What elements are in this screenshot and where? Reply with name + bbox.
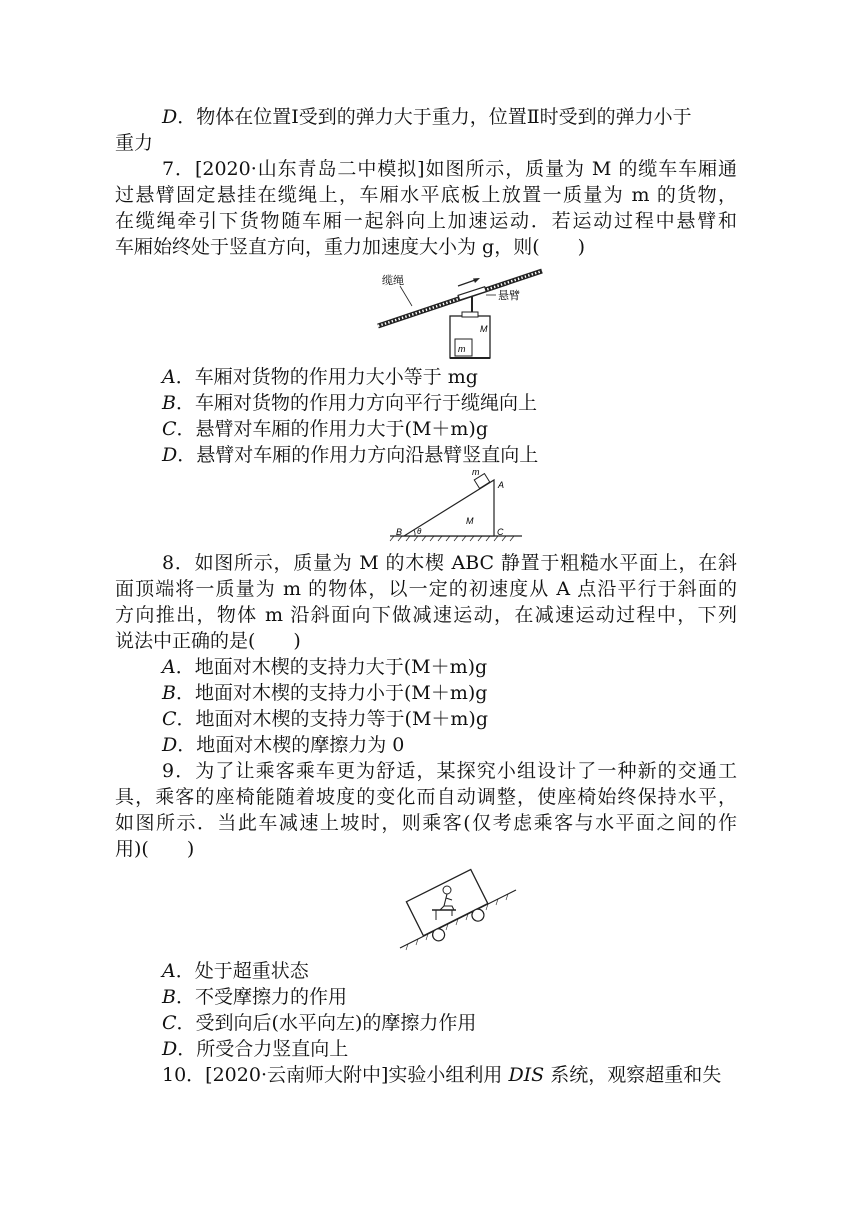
option-letter: D (162, 734, 178, 756)
q7-fig-label-m: m (458, 344, 466, 354)
option-text: ．地面对木楔的支持力小于(M＋m)g (175, 682, 488, 704)
q7-option-d (162, 442, 538, 468)
q9-vehicle-figure (392, 868, 522, 952)
q8-fig-label-C: C (497, 527, 504, 537)
q9-option-a (162, 958, 309, 984)
q8-stem-line-3: 方向推出，物体 m 沿斜面向下做减速运动，在减速运动过程中，下列 (115, 604, 737, 626)
q7-option-b (162, 390, 537, 416)
q8-option-b (162, 680, 487, 706)
q8-fig-label-m: m (472, 467, 480, 477)
q7-stem-line-3: 在缆绳牵引下货物随车厢一起斜向上加速运动．若运动过程中悬臂和 (115, 210, 737, 232)
q10-text-dis: DIS (508, 1064, 545, 1086)
q7-option-a (162, 364, 478, 390)
option-text: ．悬臂对车厢的作用力大于(M＋m)g (176, 418, 489, 440)
q7-fig-label-cable: 缆绳 (382, 275, 404, 287)
option-text: ．处于超重状态 (175, 960, 309, 982)
q8-wedge-figure (388, 466, 528, 542)
option-text: ．所受合力竖直向上 (177, 1038, 349, 1060)
option-letter: B (162, 682, 176, 704)
option-letter: C (162, 1012, 177, 1034)
option-text: ．物体在位置Ⅰ受到的弹力大于重力，位置Ⅱ时受到的弹力小于 (177, 106, 692, 128)
q7-stem-line-1: 7．[2020·山东青岛二中模拟]如图所示，质量为 M 的缆车车厢通 (162, 158, 737, 180)
q9-stem-line-2: 具，乘客的座椅能随着坡度的变化而自动调整，使座椅始终保持水平， (115, 786, 737, 808)
q10-text-pre: 10．[2020·云南师大附中]实验小组利用 (162, 1064, 509, 1086)
option-text: ．不受摩擦力的作用 (175, 986, 347, 1008)
q9-stem-line-1: 9．为了让乘客乘车更为舒适，某探究小组设计了一种新的交通工 (162, 760, 737, 782)
option-letter: B (162, 392, 176, 414)
option-letter: D (162, 1038, 178, 1060)
option-letter: A (162, 366, 176, 388)
option-text: ．车厢对货物的作用力方向平行于缆绳向上 (175, 392, 537, 414)
q6-option-d (162, 104, 692, 130)
q10-stem-line-1 (162, 1062, 721, 1088)
option-text: ．地面对木楔的支持力等于(M＋m)g (176, 708, 489, 730)
q8-stem-line-4: 说法中正确的是( ) (115, 630, 301, 652)
option-letter: C (162, 418, 177, 440)
q9-option-d (162, 1036, 348, 1062)
q7-stem-line-2: 过悬臂固定悬挂在缆绳上，车厢水平底板上放置一质量为 m 的货物， (115, 184, 737, 206)
q7-stem-line-4: 车厢始终处于竖直方向，重力加速度大小为 g，则( ) (115, 236, 586, 258)
q6-option-d-continuation: 重力 (115, 132, 154, 154)
option-text: ．地面对木楔的摩擦力为 0 (177, 734, 405, 756)
option-letter: C (162, 708, 177, 730)
option-letter: D (162, 444, 178, 466)
q7-fig-label-M: M (480, 324, 488, 334)
q9-stem-line-3: 如图所示．当此车减速上坡时，则乘客(仅考虑乘客与水平面之间的作 (115, 812, 737, 834)
q8-stem-line-2: 面顶端将一质量为 m 的物体，以一定的初速度从 A 点沿平行于斜面的 (115, 578, 737, 600)
option-text: ．车厢对货物的作用力大小等于 mg (175, 366, 478, 388)
q7-cable-car-figure (372, 266, 552, 362)
option-letter: D (162, 106, 178, 128)
q9-stem-line-4: 用)( ) (115, 838, 195, 860)
option-text: ．悬臂对车厢的作用力方向沿悬臂竖直向上 (177, 444, 539, 466)
q8-fig-label-A: A (498, 480, 505, 490)
q9-option-c (162, 1010, 476, 1036)
option-text: ．受到向后(水平向左)的摩擦力作用 (176, 1012, 477, 1034)
q7-option-c (162, 416, 488, 442)
q8-fig-label-theta: θ (417, 527, 422, 536)
option-letter: B (162, 986, 176, 1008)
q9-option-b (162, 984, 347, 1010)
option-text: ．地面对木楔的支持力大于(M＋m)g (175, 656, 488, 678)
q8-stem-line-1: 8．如图所示，质量为 M 的木楔 ABC 静置于粗糙水平面上，在斜 (162, 552, 737, 574)
option-letter: A (162, 656, 176, 678)
option-letter: A (162, 960, 176, 982)
q8-fig-label-B: B (396, 527, 403, 537)
q10-text-post: 系统，观察超重和失 (544, 1064, 722, 1086)
q8-option-c (162, 706, 488, 732)
q8-option-d (162, 732, 404, 758)
q8-option-a (162, 654, 487, 680)
q7-fig-label-arm: 悬臂 (498, 290, 520, 302)
q8-fig-label-M: M (466, 516, 474, 526)
